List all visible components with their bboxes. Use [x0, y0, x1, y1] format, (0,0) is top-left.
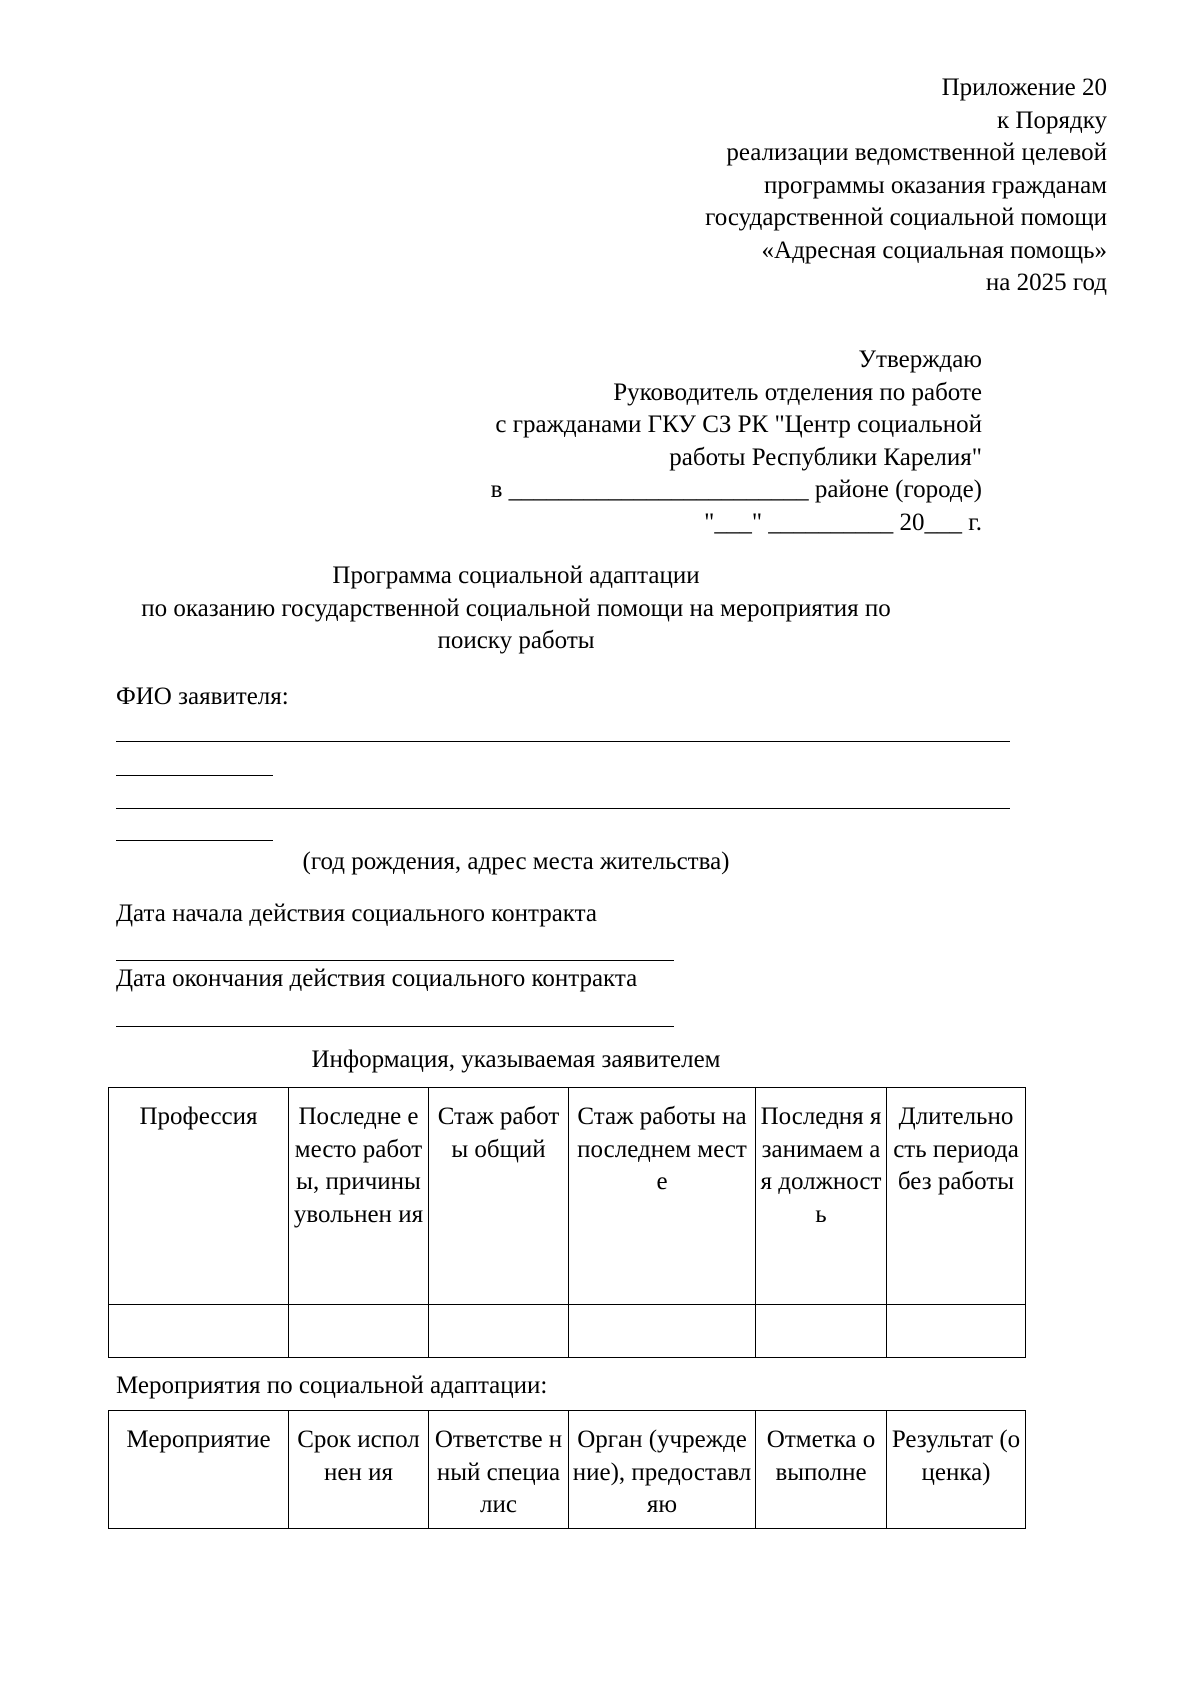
- document-title: [116, 560, 916, 658]
- table-cell[interactable]: [289, 1305, 429, 1358]
- table-cell[interactable]: [429, 1305, 569, 1358]
- approval-line: работы Республики Карелия": [669, 443, 982, 471]
- table-cell[interactable]: [109, 1305, 289, 1358]
- appendix-line: государственной социальной помощи: [705, 204, 1107, 231]
- header-last-workplace: Последне е место работы, причины увольнен ия: [289, 1088, 429, 1305]
- header-total-experience: Стаж работы общий: [429, 1088, 569, 1305]
- approval-line: Утверждаю: [858, 346, 982, 373]
- header-responsible-specialist: Ответстве нный специалис: [429, 1411, 569, 1529]
- activities-table: [108, 1410, 1026, 1529]
- header-deadline: Срок исполнен ия: [289, 1411, 429, 1529]
- approval-block: [491, 344, 982, 539]
- contract-start-label: Дата начала действия социального контракта: [116, 900, 597, 927]
- table-cell[interactable]: [756, 1305, 887, 1358]
- appendix-line: программы оказания гражданам: [764, 171, 1107, 199]
- title-line: по оказанию государственной социальной помощи на мероприятия по: [141, 594, 891, 622]
- approval-line: с гражданами ГКУ СЗ РК "Центр социальной: [495, 411, 982, 438]
- contract-end-label: Дата окончания действия социального контракта: [116, 965, 638, 992]
- header-completion-mark: Отметка о выполне: [756, 1411, 887, 1529]
- contract-end-fill-line: [116, 1026, 674, 1027]
- appendix-line: реализации ведомственной целевой: [726, 139, 1107, 166]
- table-header-row: [109, 1411, 1026, 1529]
- fio-fill-line: [116, 741, 1010, 742]
- appendix-line: на 2025 год: [985, 269, 1107, 296]
- header-activity: Мероприятие: [109, 1411, 289, 1529]
- fio-fill-line: [116, 840, 273, 841]
- appendix-line: «Адресная социальная помощь»: [761, 236, 1107, 264]
- title-line: Программа социальной адаптации: [332, 562, 700, 589]
- title-line: поиску работы: [437, 627, 595, 654]
- contract-start-fill-line: [116, 960, 674, 961]
- header-providing-agency: Орган (учреждение), предоставляю: [569, 1411, 756, 1529]
- applicant-info-table: [108, 1087, 1026, 1358]
- table-row: [109, 1305, 1026, 1358]
- header-last-position: Последня я занимаем ая должност ь: [756, 1088, 887, 1305]
- header-last-place-experience: Стаж работы на последнем месте: [569, 1088, 756, 1305]
- fio-label: ФИО заявителя:: [116, 683, 289, 710]
- approval-district-line: в ________________________ районе (городе): [490, 476, 982, 503]
- table-header-row: [109, 1088, 1026, 1305]
- applicant-caption: (год рождения, адрес места жительства): [302, 848, 730, 875]
- approval-date-line: "___" __________ 20___ г.: [704, 508, 982, 536]
- header-profession: Профессия: [109, 1088, 289, 1305]
- appendix-line: Приложение 20: [941, 74, 1107, 101]
- header-unemployment-duration: Длительно сть периода без работы: [887, 1088, 1026, 1305]
- appendix-line: к Порядку: [997, 106, 1107, 134]
- fio-fill-line: [116, 775, 273, 776]
- table-cell[interactable]: [887, 1305, 1026, 1358]
- fio-fill-line: [116, 808, 1010, 809]
- approval-line: Руководитель отделения по работе: [613, 378, 982, 406]
- info-table-title: Информация, указываемая заявителем: [311, 1046, 721, 1073]
- appendix-header: [705, 72, 1107, 300]
- activities-table-title: Мероприятия по социальной адаптации:: [116, 1372, 548, 1399]
- table-cell[interactable]: [569, 1305, 756, 1358]
- header-result: Результат (оценка): [887, 1411, 1026, 1529]
